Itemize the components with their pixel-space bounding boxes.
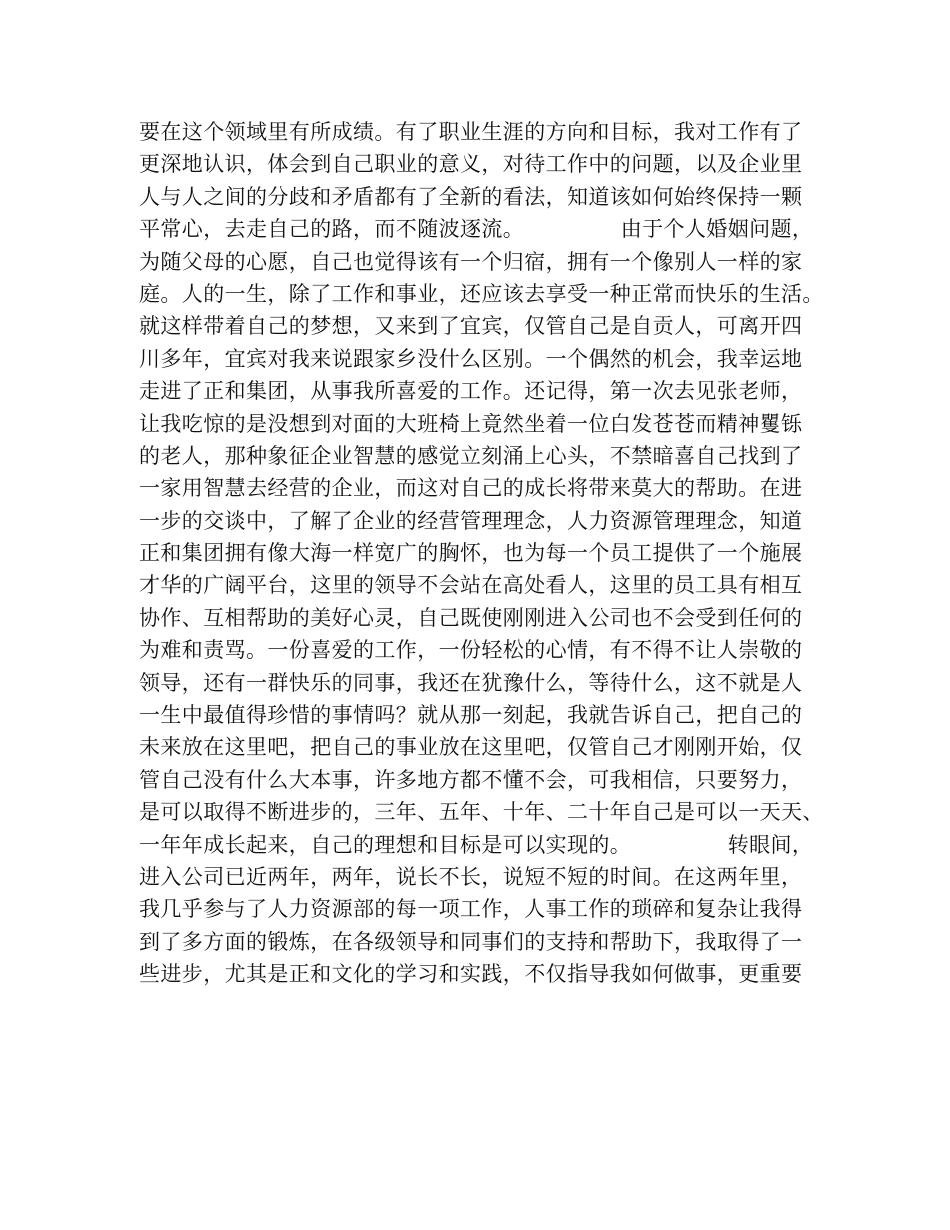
text-line: 些进步，尤其是正和文化的学习和实践，不仅指导我如何做事，更重要 xyxy=(139,962,803,987)
text-line: 平常心，去走自己的路，而不随波逐流。 由于个人婚姻问题， xyxy=(139,217,814,242)
text-line: 正和集团拥有像大海一样宽广的胸怀，也为每一个员工提供了一个施展 xyxy=(139,541,803,566)
text-line: 川多年，宜宾对我来说跟家乡没什么区别。一个偶然的机会，我幸运地 xyxy=(139,346,803,371)
text-line: 领导，还有一群快乐的同事，我还在犹豫什么，等待什么，这不就是人 xyxy=(139,670,803,695)
text-line: 才华的广阔平台，这里的领导不会站在高处看人，这里的员工具有相互 xyxy=(139,573,803,598)
text-line: 的老人，那种象征企业智慧的感觉立刻涌上心头，不禁暗喜自己找到了 xyxy=(139,443,803,468)
text-line: 是可以取得不断进步的，三年、五年、十年、二十年自己是可以一天天、 xyxy=(139,800,824,825)
text-line: 协作、互相帮助的美好心灵，自己既使刚刚进入公司也不会受到任何的 xyxy=(139,605,803,630)
text-line: 一家用智慧去经营的企业，而这对自己的成长将带来莫大的帮助。在进 xyxy=(139,476,803,501)
text-line: 管自己没有什么大本事，许多地方都不懂不会，可我相信，只要努力， xyxy=(139,767,803,792)
text-line: 更深地认识，体会到自己职业的意义，对待工作中的问题，以及企业里 xyxy=(139,152,803,177)
text-line: 为随父母的心愿，自己也觉得该有一个归宿，拥有一个像别人一样的家 xyxy=(139,249,803,274)
text-line: 人与人之间的分歧和矛盾都有了全新的看法，知道该如何始终保持一颗 xyxy=(139,184,803,209)
text-line: 未来放在这里吧，把自己的事业放在这里吧，仅管自己才刚刚开始，仅 xyxy=(139,735,803,760)
text-line: 为难和责骂。一份喜爱的工作，一份轻松的心情，有不得不让人崇敬的 xyxy=(139,638,803,663)
text-line: 一年年成长起来，自己的理想和目标是可以实现的。 转眼间， xyxy=(139,832,814,857)
text-line: 让我吃惊的是没想到对面的大班椅上竟然坐着一位白发苍苍而精神矍铄 xyxy=(139,411,803,436)
text-line: 进入公司已近两年，两年，说长不长，说短不短的时间。在这两年里， xyxy=(139,864,803,889)
text-line: 庭。人的一生，除了工作和事业，还应该去享受一种正常而快乐的生活。 xyxy=(139,281,824,306)
text-line: 我几乎参与了人力资源部的每一项工作，人事工作的琐碎和复杂让我得 xyxy=(139,897,803,922)
text-line: 一步的交谈中，了解了企业的经营管理理念，人力资源管理理念，知道 xyxy=(139,508,803,533)
text-line: 一生中最值得珍惜的事情吗？就从那一刻起，我就告诉自己，把自己的 xyxy=(139,703,803,728)
text-line: 就这样带着自己的梦想，又来到了宜宾，仅管自己是自贡人，可离开四 xyxy=(139,314,803,339)
text-line: 走进了正和集团，从事我所喜爱的工作。还记得，第一次去见张老师， xyxy=(139,379,803,404)
text-line: 要在这个领域里有所成绩。有了职业生涯的方向和目标，我对工作有了 xyxy=(139,120,803,144)
body-text xyxy=(139,116,839,991)
text-line: 到了多方面的锻炼，在各级领导和同事们的支持和帮助下，我取得了一 xyxy=(139,929,803,954)
